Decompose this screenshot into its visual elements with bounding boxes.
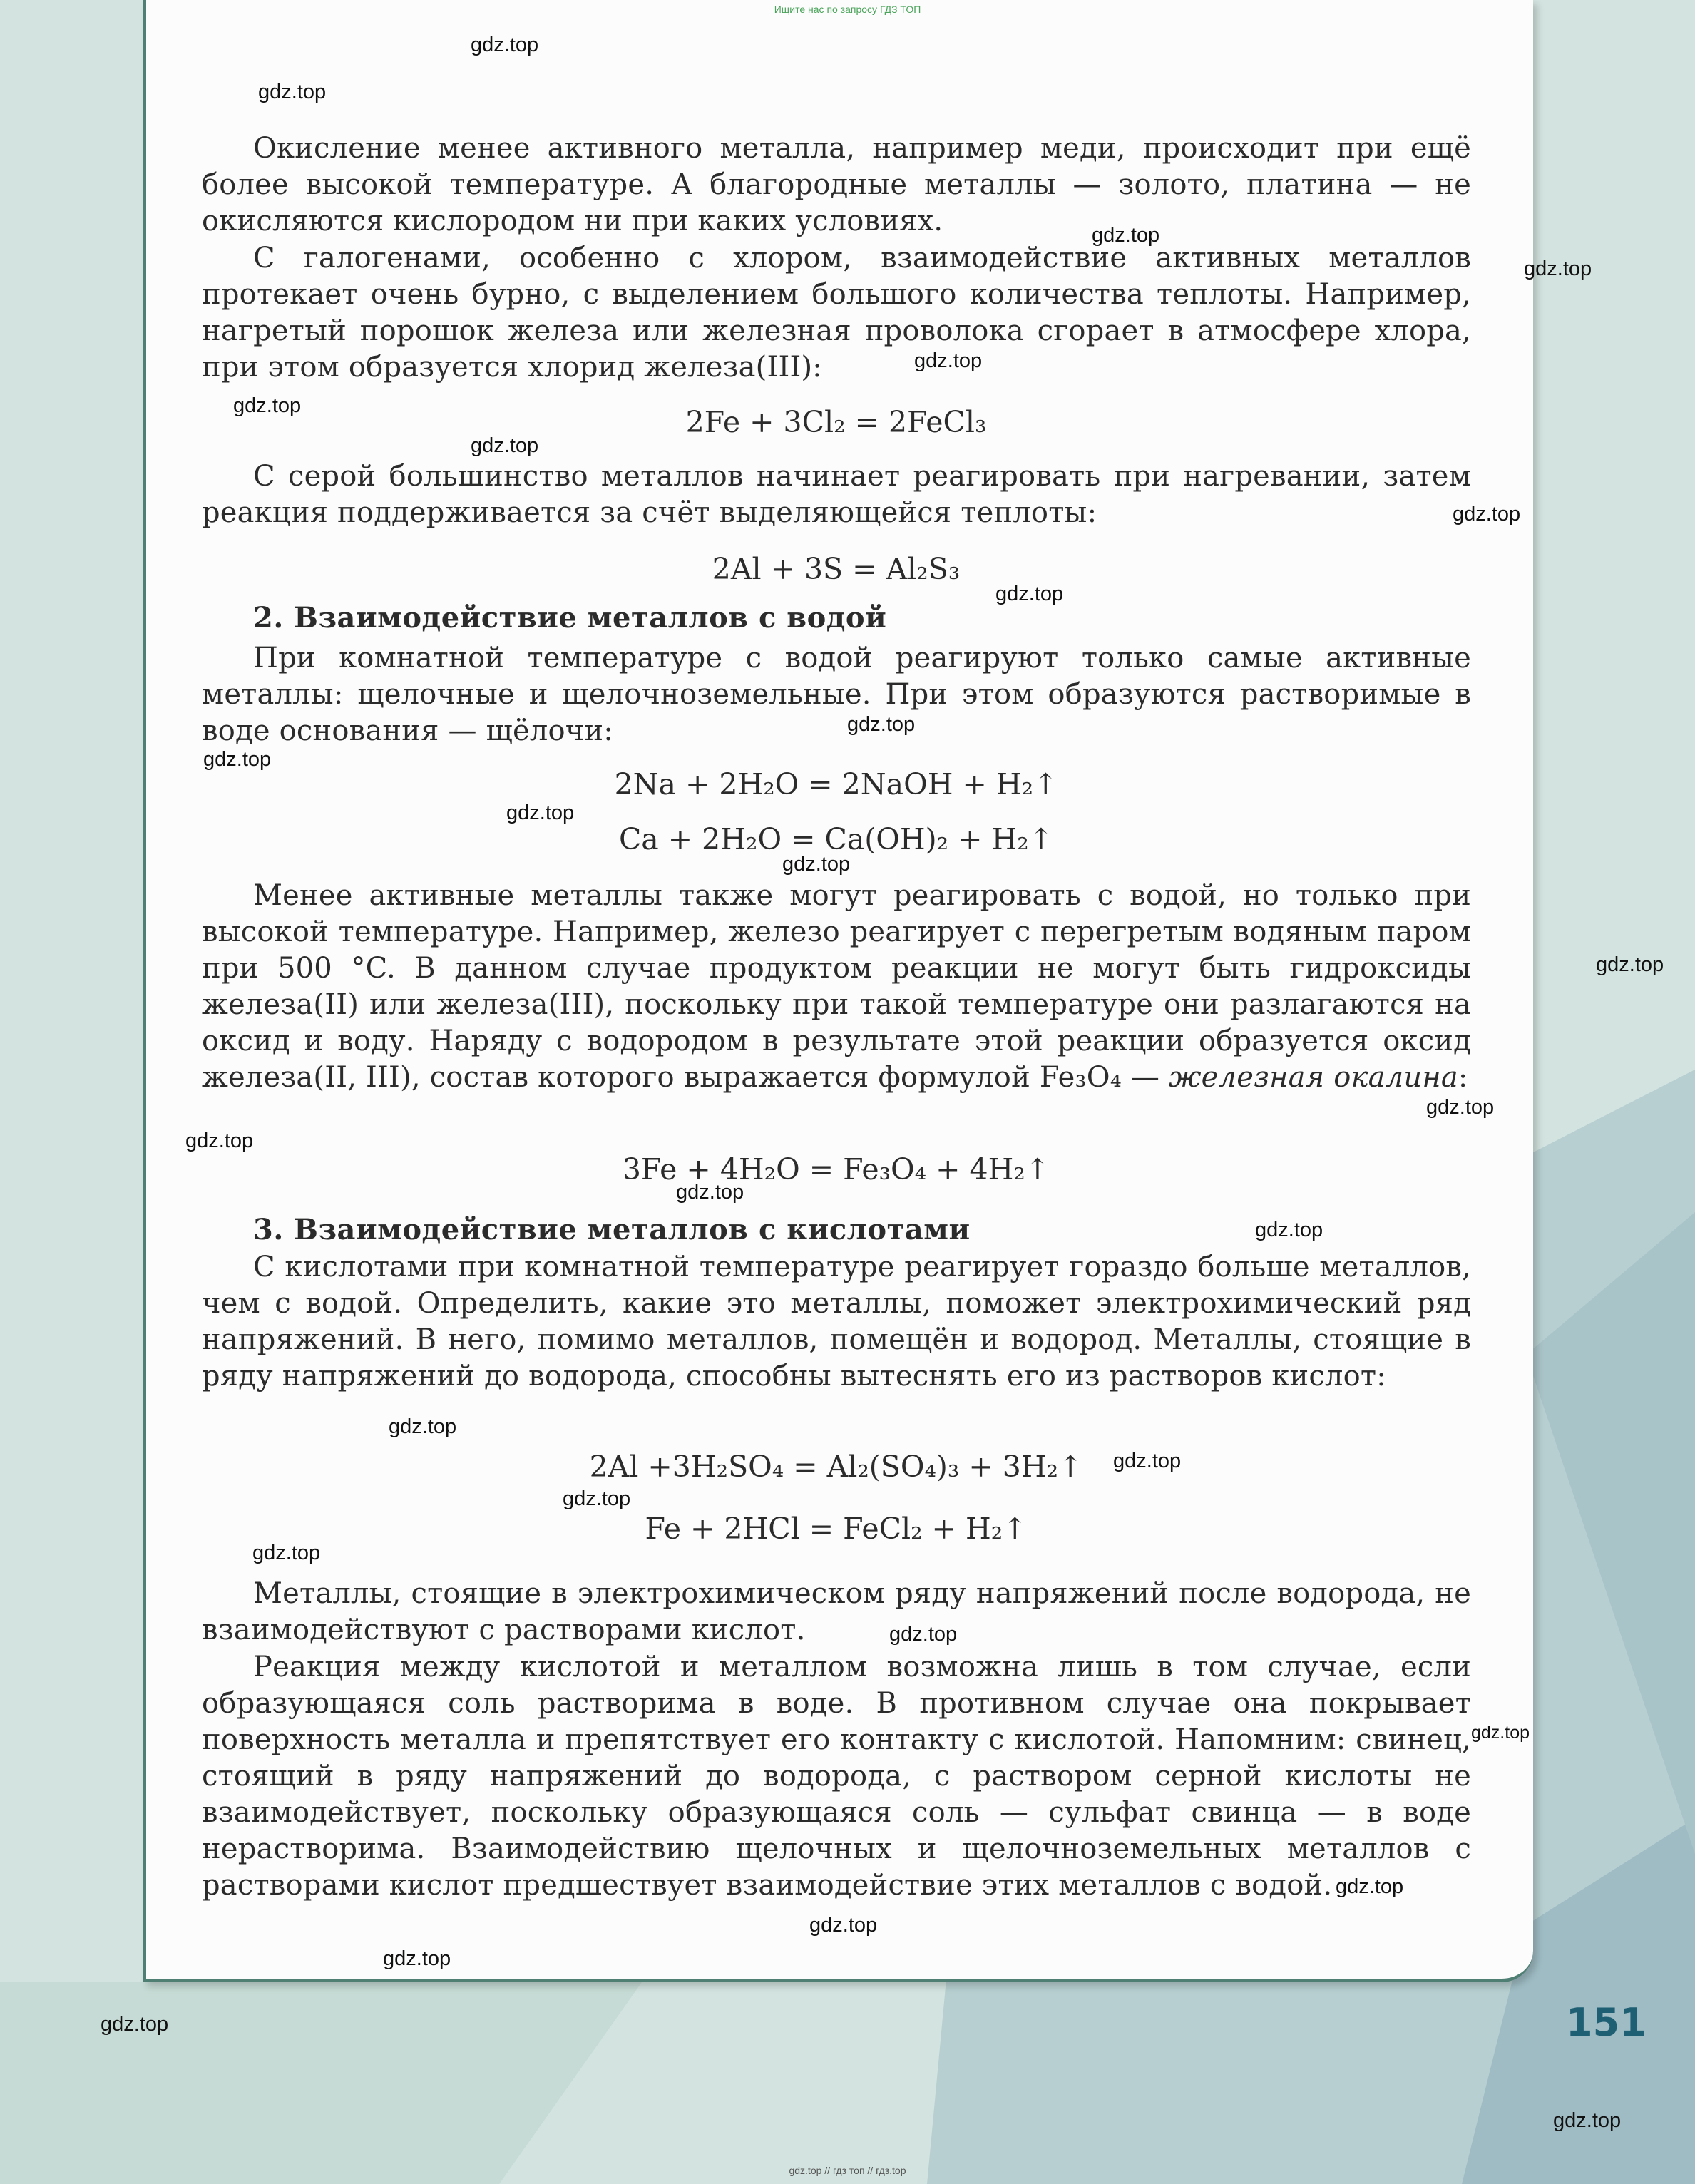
watermark: gdz.top: [383, 1947, 451, 1970]
paragraph-salt-solubility: Реакция между кислотой и металлом возможна лишь в том случае, если образующаяся соль растворима в воде. В противном случае она покрывает поверхность металла и препятствует его контакту с кислотой. Напомним: свинец, стоящий в ряду напряжений до водорода, с раствором серной кислоты не взаимодействует, поскольку образующаяся соль — сульфат свинца — в воде нерастворима. Взаимодействию щелочных и щелочноземельных металлов с растворами кислот предшествует взаимодействие этих металлов с водой.: [202, 1651, 1471, 1902]
equation-ca-water: Ca + 2H₂O = Ca(OH)₂ + H₂↑: [618, 822, 1054, 856]
watermark: gdz.top: [1255, 1219, 1323, 1241]
watermark: gdz.top: [258, 81, 327, 103]
watermark: gdz.top: [782, 853, 851, 876]
watermark: gdz.top: [1596, 953, 1664, 976]
watermark: gdz.top: [233, 394, 302, 417]
watermark: gdz.top: [1453, 503, 1521, 526]
watermark: gdz.top: [1426, 1096, 1495, 1119]
equation-na-water: 2Na + 2H₂O = 2NaOH + H₂↑: [614, 767, 1058, 801]
watermark: gdz.top: [471, 34, 539, 56]
paragraph-after-hydrogen: Металлы, стоящие в электрохимическом ряду напряжений после водорода, не взаимодействуют с растворами кислот.: [202, 1577, 1471, 1646]
header-note: Ищите нас по запросу ГДЗ ТОП: [774, 4, 921, 15]
watermark: gdz.top: [1471, 1723, 1530, 1743]
equation-al-sulfuric: 2Al +3H₂SO₄ = Al₂(SO₄)₃ + 3H₂↑: [589, 1450, 1083, 1484]
watermark: gdz.top: [809, 1914, 878, 1937]
paragraph-oxidation: Окисление менее активного металла, например меди, происходит при ещё более высокой температуре. А благородные металлы — золото, платина — не окисляются кислородом ни при каких условиях.: [202, 132, 1471, 237]
watermark: gdz.top: [252, 1542, 321, 1564]
watermark: gdz.top: [1336, 1875, 1404, 1898]
footer-note: gdz.top // гдз топ // гдз.top: [789, 2165, 906, 2176]
watermark: gdz.top: [563, 1487, 631, 1510]
watermark: gdz.top: [1524, 257, 1592, 280]
watermark: gdz.top: [185, 1129, 254, 1152]
watermark: gdz.top: [676, 1181, 744, 1204]
heading-water: 2. Взаимодействие металлов с водой: [253, 601, 887, 635]
watermark: gdz.top: [847, 713, 916, 736]
paragraph-halogens: С галогенами, особенно с хлором, взаимодействие активных металлов протекает очень бурно, с выделением большого количества теплоты. Например, нагретый порошок железа или железная проволока сгорает в атмосфере хлора, при этом образуется хлорид железа(III):: [202, 242, 1471, 384]
watermark: gdz.top: [914, 349, 983, 372]
paragraph-less-active-end: :: [1458, 1061, 1468, 1094]
equation-al-s: 2Al + 3S = Al₂S₃: [712, 552, 961, 586]
watermark: gdz.top: [471, 434, 539, 457]
watermark: gdz.top: [389, 1415, 457, 1438]
equation-fe-water: 3Fe + 4H₂O = Fe₃O₄ + 4H₂↑: [622, 1152, 1050, 1186]
watermark: gdz.top: [995, 583, 1064, 605]
watermark: gdz.top: [889, 1623, 958, 1646]
equation-fe-hcl: Fe + 2HCl = FeCl₂ + H₂↑: [645, 1512, 1028, 1546]
watermark: gdz.top: [1092, 224, 1160, 247]
paragraph-sulfur: С серой большинство металлов начинает реагировать при нагревании, затем реакция поддерживается за счёт выделяющейся теплоты:: [202, 460, 1471, 529]
watermark: gdz.top: [506, 801, 575, 824]
watermark: gdz.top: [1113, 1450, 1182, 1472]
paragraph-less-active-text: Менее активные металлы также могут реагировать с водой, но только при высокой температуре. Например, железо реагирует с перегретым водяным паром при 500 °C. В данном случае продуктом реакции не могут быть гидроксиды железа(II) или железа(III), поскольку при такой температуре они разлагаются на оксид и воду. Наряду с водородом в результате этой реакции образуется оксид железа(II, III), состав которого выражается формулой Fe₃O₄ —: [202, 879, 1471, 1094]
paragraph-water: При комнатной температуре с водой реагируют только самые активные металлы: щелочные и щелочноземельные. При этом образуются растворимые в воде основания — щёлочи:: [202, 642, 1471, 747]
paragraph-acids: С кислотами при комнатной температуре реагирует гораздо больше металлов, чем с водой. Определить, какие это металлы, поможет электрохимический ряд напряжений. В него, помимо металлов, помещён и водород. Металлы, стоящие в ряду напряжений до водорода, способны вытеснять его из растворов кислот:: [202, 1251, 1471, 1393]
paragraph-less-active: [202, 878, 1471, 1096]
watermark: gdz.top: [101, 2013, 169, 2036]
watermark: gdz.top: [1553, 2109, 1622, 2132]
iron-scale-term: железная окалина: [1168, 1061, 1458, 1094]
heading-acids: 3. Взаимодействие металлов с кислотами: [253, 1213, 971, 1246]
watermark: gdz.top: [203, 748, 272, 771]
equation-fe-cl: 2Fe + 3Cl₂ = 2FeCl₃: [685, 405, 987, 439]
page-number: 151: [1566, 2000, 1647, 2045]
